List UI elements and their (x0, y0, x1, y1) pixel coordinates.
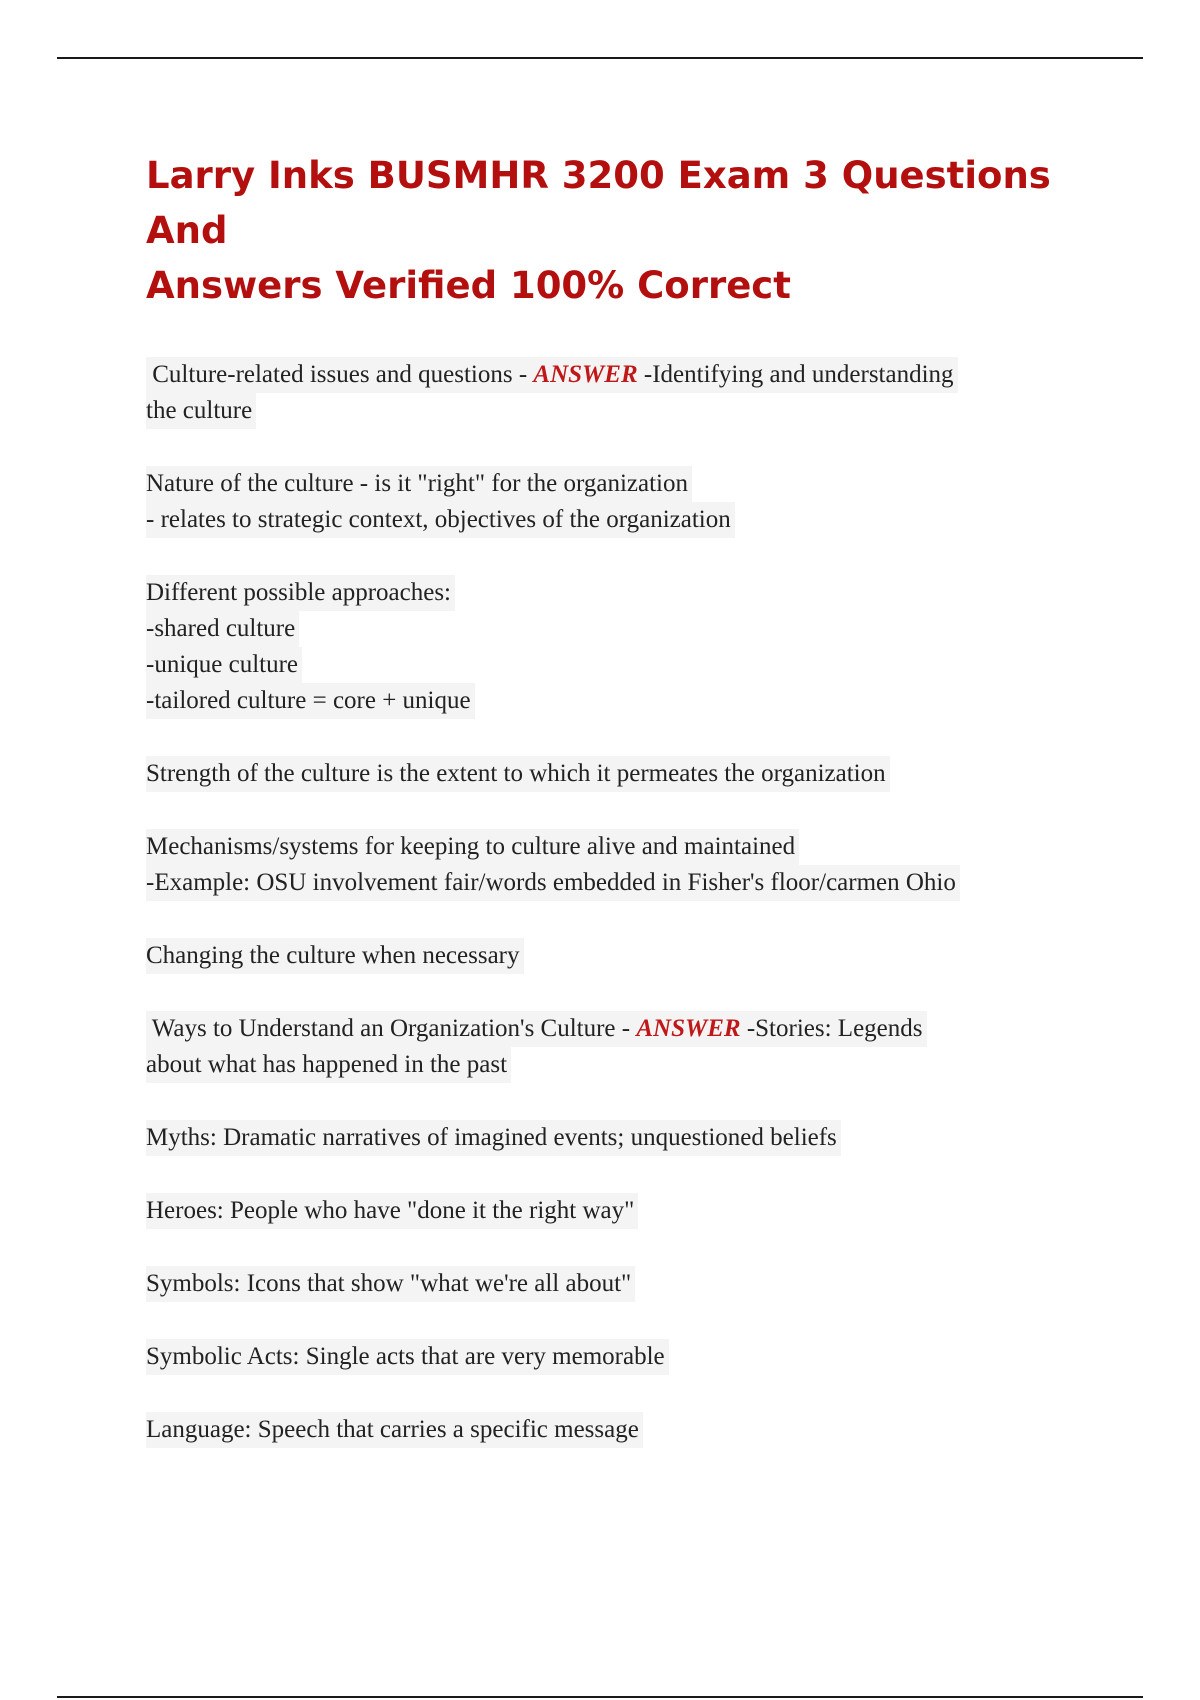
paragraph-symbolic-acts (146, 1339, 1066, 1375)
top-rule (57, 57, 1143, 59)
text-line: Symbols: Icons that show "what we're all about" (146, 1266, 635, 1302)
text-line: Nature of the culture - is it "right" for the organization (146, 466, 692, 502)
text-line: Language: Speech that carries a specific message (146, 1412, 643, 1448)
paragraph-language (146, 1412, 1066, 1448)
paragraph-changing (146, 938, 1066, 974)
paragraph-nature (146, 466, 1066, 538)
text-line: Heroes: People who have "done it the right way" (146, 1193, 638, 1229)
text-line: -Example: OSU involvement fair/words embedded in Fisher's floor/carmen Ohio (146, 865, 960, 901)
question-line (146, 357, 958, 393)
qa-list (146, 357, 1066, 1448)
answer-label: ANSWER (533, 361, 638, 388)
question-text: Culture-related issues and questions - (146, 361, 534, 388)
title-line-1: Larry Inks BUSMHR 3200 Exam 3 Questions And (146, 154, 1051, 252)
text-line: Changing the culture when necessary (146, 938, 524, 974)
title-line-2: Answers Verified 100% Correct (146, 264, 791, 307)
document-body (146, 148, 1066, 1485)
paragraph-symbols (146, 1266, 1066, 1302)
qa-item-culture-issues (146, 357, 1066, 429)
paragraph-myths (146, 1120, 1066, 1156)
text-line: Myths: Dramatic narratives of imagined events; unquestioned beliefs (146, 1120, 841, 1156)
list-item: -unique culture (146, 647, 302, 683)
list-item: -shared culture (146, 611, 299, 647)
text-line: Symbolic Acts: Single acts that are very memorable (146, 1339, 669, 1375)
paragraph-mechanisms (146, 829, 1066, 901)
paragraph-approaches (146, 575, 1066, 719)
answer-text: -Identifying and understanding (637, 361, 954, 388)
list-item: -tailored culture = core + unique (146, 683, 475, 719)
text-line: Mechanisms/systems for keeping to culture alive and maintained (146, 829, 799, 865)
paragraph-heroes (146, 1193, 1066, 1229)
answer-continuation: about what has happened in the past (146, 1047, 511, 1083)
answer-text: -Stories: Legends (740, 1015, 923, 1042)
paragraph-strength (146, 756, 1066, 792)
qa-item-understand-culture (146, 1011, 1066, 1083)
answer-label: ANSWER (636, 1015, 741, 1042)
document-title (146, 148, 1066, 313)
answer-continuation: the culture (146, 393, 256, 429)
text-line: - relates to strategic context, objectives of the organization (146, 502, 735, 538)
question-line (146, 1011, 927, 1047)
question-text: Ways to Understand an Organization's Culture - (146, 1015, 637, 1042)
bottom-rule (57, 1696, 1143, 1698)
text-line: Strength of the culture is the extent to which it permeates the organization (146, 756, 890, 792)
text-line: Different possible approaches: (146, 575, 455, 611)
